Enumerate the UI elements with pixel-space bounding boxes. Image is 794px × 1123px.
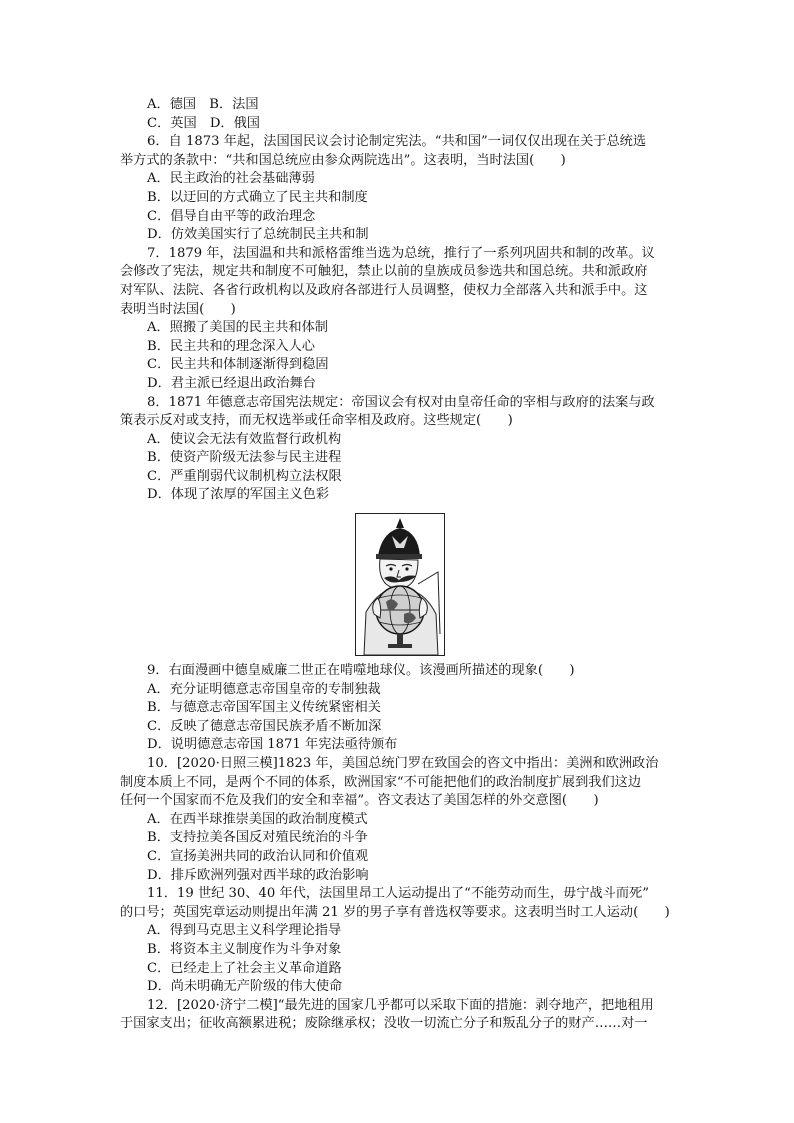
option-d: D．仿效美国实行了总统制民主共和制 (147, 227, 369, 243)
option-c: C．宣扬美洲共同的政治认同和价值观 (147, 849, 369, 864)
option-d: D．说明德意志帝国 1871 年宪法亟待颁布 (147, 737, 398, 753)
question-stem-line: 策表示反对或支持，而无权选举或任命宰相及政府。这些规定( ) (120, 413, 513, 429)
option-c: C．倡导自由平等的政治理念 (147, 208, 316, 224)
question-stem-line: 9．右面漫画中德皇威廉二世正在啃噬地球仪。该漫画所描述的现象( ) (147, 663, 575, 679)
question-11 (120, 885, 680, 997)
question-stem-line: 举方式的条款中：“共和国总统应由参众两院选出”。这表明，当时法国( ) (120, 152, 566, 168)
option-a: A．在西半球推崇美国的政治制度模式 (147, 811, 368, 827)
option-a: A．民主政治的社会基础薄弱 (147, 171, 315, 187)
cartoon-illustration (356, 514, 444, 655)
option-b: B．使资产阶级无法参与民主进程 (147, 450, 342, 466)
option-c: C．反映了德意志帝国民族矛盾不断加深 (147, 718, 382, 734)
option-c: C．已经走上了社会主义革命道路 (147, 960, 342, 976)
option-d: D．君主派已经退出政治舞台 (147, 375, 316, 391)
option-b: B．支持拉美各国反对殖民统治的斗争 (147, 830, 368, 846)
option-b: B．与德意志帝国军国主义传统紧密相关 (147, 700, 381, 716)
option-a: A．使议会无法有效监督行政机构 (147, 431, 342, 447)
question-stem-line: 的口号；英国宪章运动则提出年满 21 岁的男子享有普选权等要求。这表明当时工人运动( ) (120, 904, 670, 920)
question-stem-line: 任何一个国家而不危及我们的安全和幸福”。咨文表达了美国怎样的外交意图( ) (120, 793, 599, 809)
option-c: C．民主共和体制逐渐得到稳固 (147, 357, 329, 373)
option-b: B．将资本主义制度作为斗争对象 (147, 941, 342, 957)
option-b: B．民主共和的理念深入人心 (147, 338, 315, 354)
question-8 (120, 394, 680, 506)
question-stem-line: 6．自 1873 年起，法国国民议会讨论制定宪法。“共和国”一词仅仅出现在关于总统选 (147, 134, 647, 150)
question-6 (120, 133, 680, 245)
question-stem-line: 12．[2020·济宁二模]“最先进的国家几乎都可以采取下面的措施：剥夺地产，把地租用 (147, 997, 654, 1013)
question-9 (120, 662, 680, 755)
question-stem-line: 10．[2020·日照三模]1823 年，美国总统门罗在致国会的咨文中指出：美洲和欧洲政治 (147, 756, 659, 772)
question-stem-line: 制度本质上不同，是两个不同的体系，欧洲国家“不可能把他们的政治制度扩展到我们这边 (120, 774, 642, 790)
option-b: B．以迂回的方式确立了民主共和制度 (147, 189, 368, 205)
option-row: A．德国 B．法国 (147, 97, 259, 112)
option-row: C．英国 D．俄国 (147, 115, 260, 131)
option-a: A．照搬了美国的民主共和体制 (147, 320, 328, 336)
question-5-options (120, 96, 680, 133)
question-7 (120, 245, 680, 394)
option-d: D．尚未明确无产阶级的伟大使命 (147, 979, 343, 995)
question-stem-line: 于国家支出；征收高额累进税；废除继承权；没收一切流亡分子和叛乱分子的财产……对一 (120, 1016, 648, 1032)
option-d: D．体现了浓厚的军国主义色彩 (147, 487, 330, 503)
question-stem-line: 表明当时法国( ) (120, 301, 236, 317)
option-c: C．严重削弱代议制机构立法权限 (147, 468, 342, 484)
question-stem-line: 8．1871 年德意志帝国宪法规定：帝国议会有权对由皇帝任命的宰相与政府的法案与政 (147, 394, 655, 410)
option-d: D．排斥欧洲列强对西半球的政治影响 (147, 867, 369, 883)
question-10 (120, 755, 680, 885)
question-stem-line: 7．1879 年，法国温和共和派格雷维当选为总统，推行了一系列巩固共和制的改革。议 (147, 245, 655, 261)
exam-page (120, 96, 680, 1034)
option-a: A．得到马克思主义科学理论指导 (147, 923, 342, 939)
question-stem-line: 对军队、法院、各省行政机构以及政府各部进行人员调整，使权力全部落入共和派手中。这 (120, 282, 648, 298)
question-stem-line: 11．19 世纪 30、40 年代，法国里昂工人运动提出了“不能劳动而生，毋宁战斗而死” (147, 886, 649, 902)
question-stem-line: 会修改了宪法，规定共和制度不可触犯，禁止以前的皇族成员参选共和国总统。共和派政府 (120, 264, 648, 280)
question-12 (120, 997, 680, 1034)
cartoon-kaiser-biting-globe (355, 513, 445, 656)
option-a: A．充分证明德意志帝国皇帝的专制独裁 (147, 681, 381, 697)
